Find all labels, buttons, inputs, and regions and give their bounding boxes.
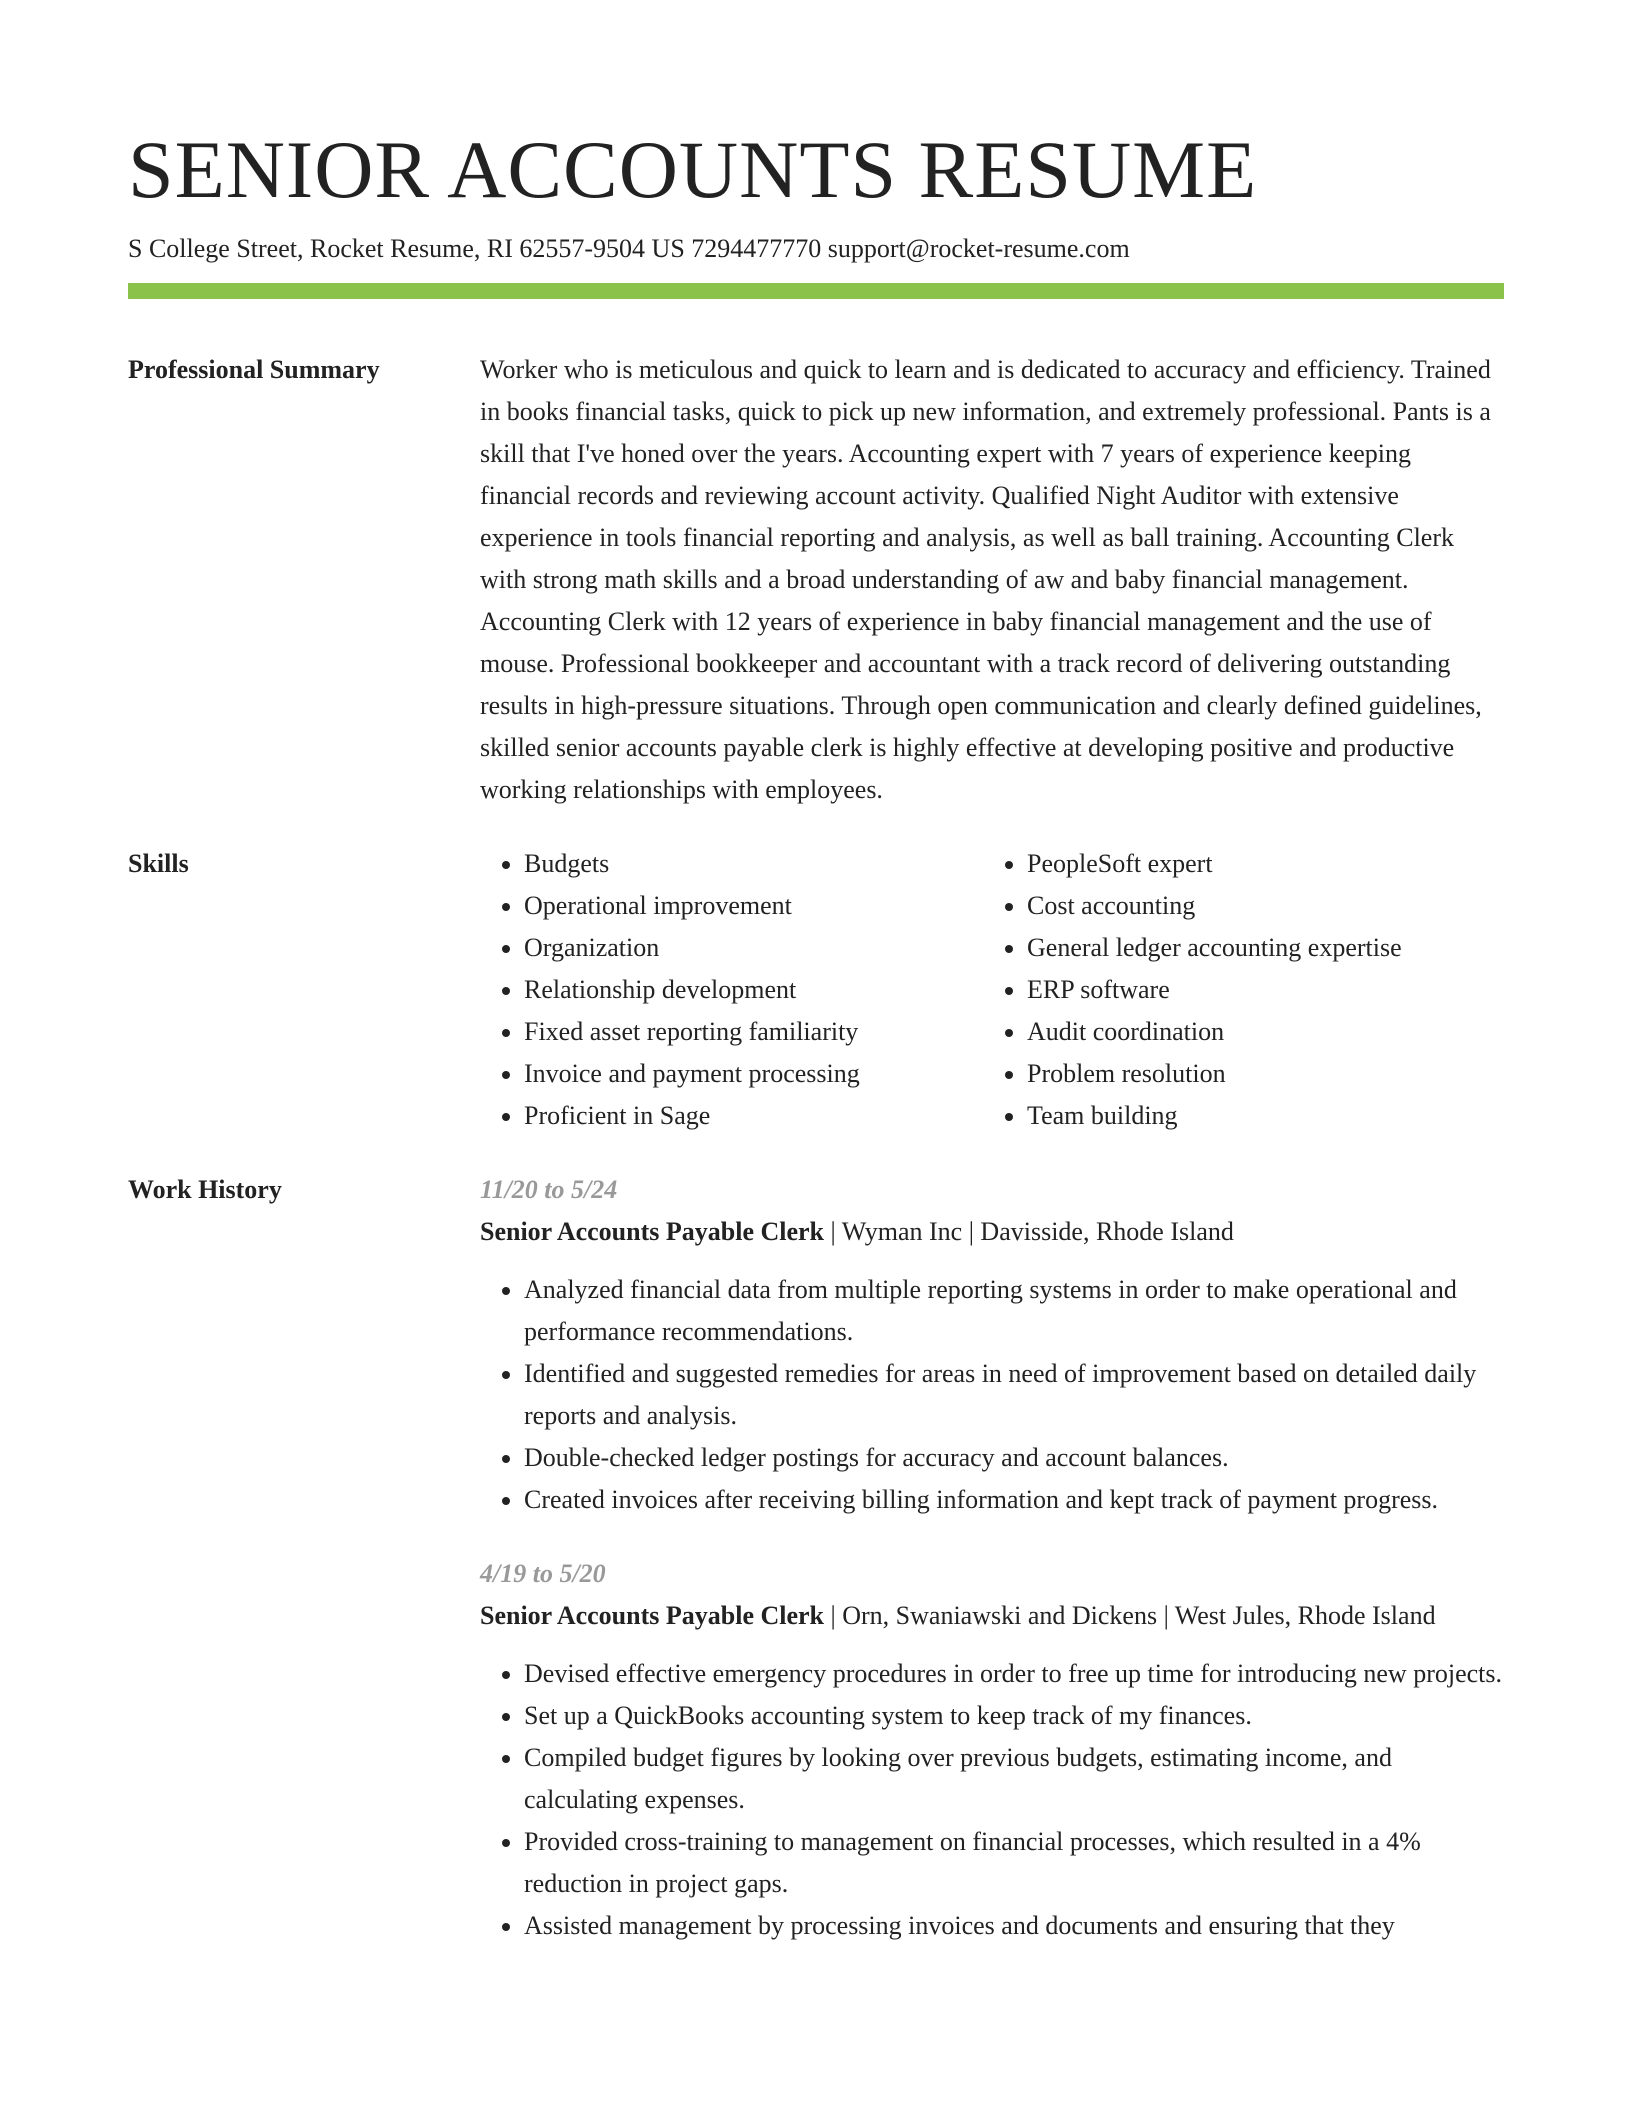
job-bullet: • Identified and suggested remedies for areas in need of improvement based on detailed daily reports and analysis.	[524, 1353, 1504, 1437]
job-heading	[480, 1211, 1504, 1253]
skill-item: • Invoice and payment processing	[524, 1053, 983, 1095]
skills-section	[128, 843, 1504, 1137]
skill-item: • Team building	[1027, 1095, 1486, 1137]
skill-item: • Problem resolution	[1027, 1053, 1486, 1095]
skill-item: • Proficient in Sage	[524, 1095, 983, 1137]
resume-page	[128, 120, 1504, 1979]
skills-list-left	[480, 843, 983, 1137]
contact-line	[128, 232, 1504, 266]
job-bullets	[480, 1653, 1504, 1947]
job-bullet: • Provided cross-training to management on financial processes, which resulted in a 4% reduction in project gaps.	[524, 1821, 1504, 1905]
job-bullet: • Devised effective emergency procedures in order to free up time for introducing new projects.	[524, 1653, 1504, 1695]
job-bullet: • Set up a QuickBooks accounting system to keep track of my finances.	[524, 1695, 1504, 1737]
work-history-heading: Work History	[128, 1175, 282, 1204]
job-title: Senior Accounts Payable Clerk	[480, 1217, 825, 1246]
job-details: | Wyman Inc | Davisside, Rhode Island	[824, 1217, 1234, 1246]
job-bullets	[480, 1269, 1504, 1521]
contact-phone: 7294477770	[691, 234, 822, 263]
resume-title: SENIOR ACCOUNTS RESUME	[128, 124, 1258, 215]
contact-address: S College Street, Rocket Resume, RI 62557-9504 US	[128, 234, 685, 263]
skill-item: • ERP software	[1027, 969, 1486, 1011]
summary-section	[128, 349, 1504, 811]
skill-item: • Cost accounting	[1027, 885, 1486, 927]
skill-item: • Audit coordination	[1027, 1011, 1486, 1053]
job-heading	[480, 1595, 1504, 1637]
skill-item: • PeopleSoft expert	[1027, 843, 1486, 885]
contact-email: support@rocket-resume.com	[827, 234, 1130, 263]
accent-divider	[128, 283, 1504, 299]
summary-text: Worker who is meticulous and quick to learn and is dedicated to accuracy and efficiency. Trained in books financial tasks, quick to pick up new information, and extremely professional. Pants is a skill that I've honed over the years. Accounting expert with 7 years of experience keeping financial records and reviewing account activity. Qualified Night Auditor with extensive experience in tools financial reporting and analysis, as well as ball training. Accounting Clerk with strong math skills and a broad understanding of aw and baby financial management. Accounting Clerk with 12 years of experience in baby financial management and the use of mouse. Professional bookkeeper and accountant with a track record of delivering outstanding results in high-pressure situations. Through open communication and clearly defined guidelines, skilled senior accounts payable clerk is highly effective at developing positive and productive working relationships with employees.	[480, 355, 1491, 804]
job-dates: 4/19 to 5/20	[480, 1559, 606, 1588]
skill-item: • Relationship development	[524, 969, 983, 1011]
skills-list-right	[983, 843, 1486, 1137]
job-bullet: • Created invoices after receiving billing information and kept track of payment progress.	[524, 1479, 1504, 1521]
job-details: | Orn, Swaniawski and Dickens | West Jules, Rhode Island	[824, 1601, 1436, 1630]
skill-item: • General ledger accounting expertise	[1027, 927, 1486, 969]
job-dates: 11/20 to 5/24	[480, 1175, 618, 1204]
summary-heading: Professional Summary	[128, 355, 380, 384]
job-bullet: • Double-checked ledger postings for accuracy and account balances.	[524, 1437, 1504, 1479]
work-history-section	[128, 1169, 1504, 1979]
skill-item: • Operational improvement	[524, 885, 983, 927]
job-bullet: • Assisted management by processing invoices and documents and ensuring that they	[524, 1905, 1504, 1947]
job-entry	[480, 1169, 1504, 1521]
skill-item: • Fixed asset reporting familiarity	[524, 1011, 983, 1053]
job-title: Senior Accounts Payable Clerk	[480, 1601, 825, 1630]
skills-columns	[480, 843, 1504, 1137]
job-entry	[480, 1553, 1504, 1947]
job-bullet: • Analyzed financial data from multiple reporting systems in order to make operational and performance recommendations.	[524, 1269, 1504, 1353]
job-bullet: • Compiled budget figures by looking over previous budgets, estimating income, and calculating expenses.	[524, 1737, 1504, 1821]
skill-item: • Organization	[524, 927, 983, 969]
skills-heading: Skills	[128, 849, 189, 878]
skill-item: • Budgets	[524, 843, 983, 885]
